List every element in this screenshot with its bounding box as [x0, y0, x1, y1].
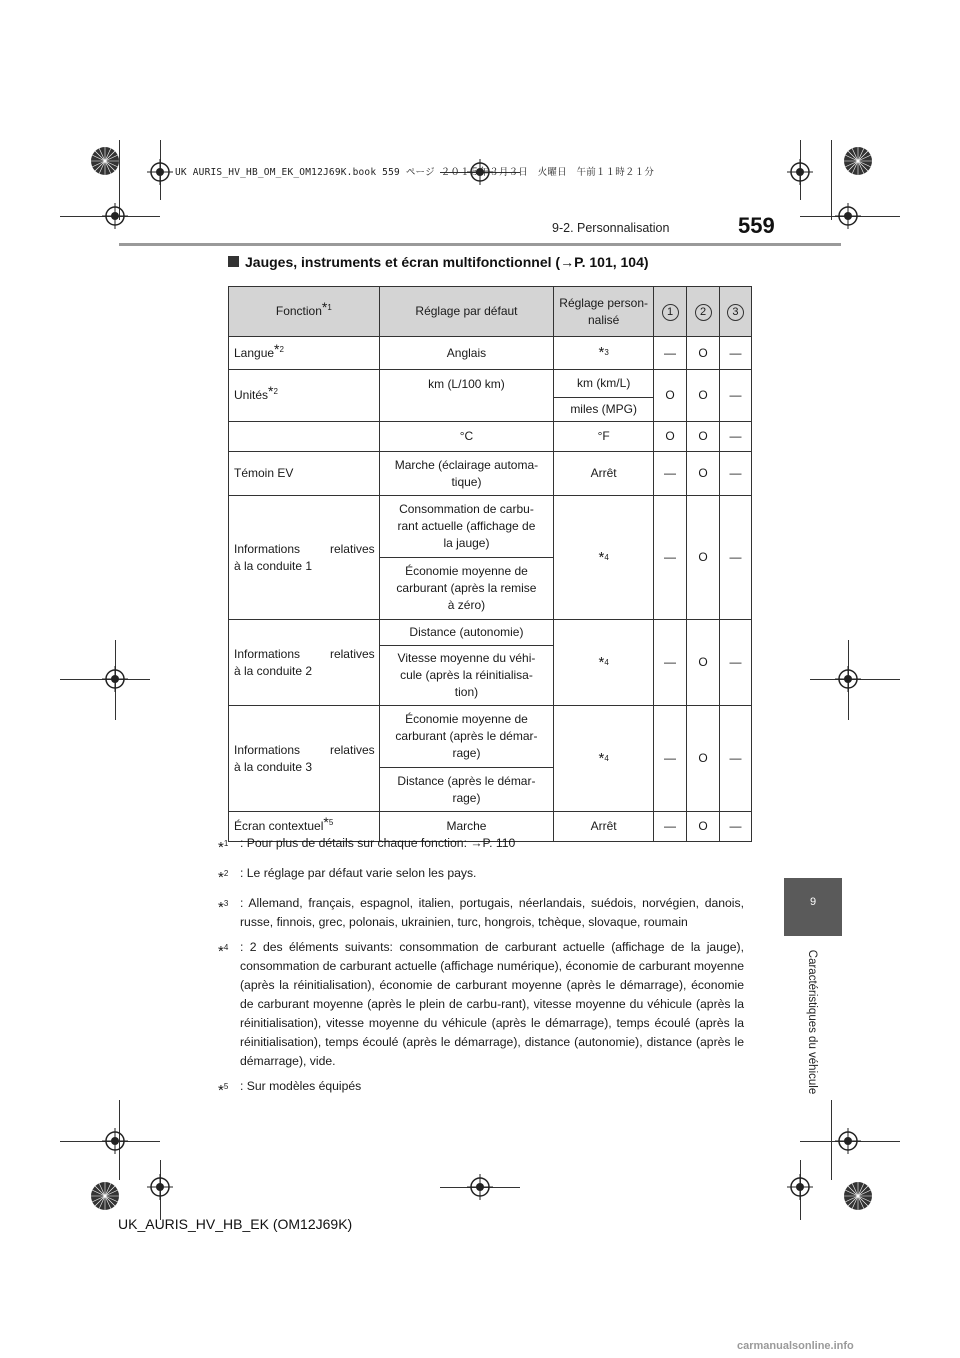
settings-table [228, 286, 752, 842]
custom-value: $*_4$ [554, 706, 654, 812]
col2-value: O [687, 496, 720, 620]
table-row [229, 337, 752, 370]
col2-value: O [687, 422, 720, 452]
default-value: km (L/100 km) [379, 370, 554, 422]
registration-mark-icon [147, 159, 173, 185]
section-heading [228, 254, 649, 270]
default-value: Économie moyenne de carburant (après le démar- rage) [379, 706, 554, 768]
row-label: Informations relatives à la conduite 2 [229, 620, 380, 706]
col1-value: — [654, 496, 687, 620]
row-label: Informations relatives à la conduite 1 [229, 496, 380, 620]
row-label: Témoin EV [229, 452, 380, 496]
circled-2-icon: 2 [695, 304, 712, 321]
footnote: *$^2$ : Le réglage par défaut varie selon les pays. [218, 866, 477, 886]
table-header-row [229, 287, 752, 337]
col3-value: — [719, 706, 751, 812]
registration-mark-icon [102, 203, 128, 229]
custom-value: $*_3$ [554, 337, 654, 370]
footnote: *$^4$ : 2 des éléments suivants: consommation de carburant actuelle (affichage de la jauge), consommation de carburant actuelle (affichage numérique), économie de carburant moyenne (après la réinitialisation), économie de carburant moyenne (après le démarrage), économie de carburant moyenne (après le plein de carbu-rant), vitesse moyenne du véhicule (après la réinitialisation), vitesse moyenne du véhicule (après le démarrage), temps écoulé (après la réinitialisation), temps écoulé (après le démarrage), distance (autonomie), distance (après le démarrage), vide. [218, 940, 744, 1068]
section-label: 9-2. Personnalisation [552, 221, 670, 235]
col3-value: — [719, 620, 751, 706]
col2-value: O [687, 337, 720, 370]
row-label [229, 422, 380, 452]
chapter-title: Caractéristiques du véhicule [806, 949, 818, 1095]
row-label: Unités$^{*2}$ [229, 370, 380, 422]
row-label: Informations relatives à la conduite 3 [229, 706, 380, 812]
registration-mark-icon [467, 1174, 493, 1200]
header-rule [119, 243, 841, 246]
chapter-tab [784, 878, 842, 936]
col3-value: — [719, 337, 751, 370]
col1-value: — [654, 620, 687, 706]
col3-value: — [719, 452, 751, 496]
default-value: Économie moyenne de carburant (après la remise à zéro) [379, 558, 554, 620]
table-row [229, 452, 752, 496]
registration-mark-icon [835, 666, 861, 692]
col2-value: O [687, 620, 720, 706]
table-row [229, 620, 752, 646]
col2-value: O [687, 812, 720, 842]
custom-value: $*_4$ [554, 620, 654, 706]
col1-value: O [654, 370, 687, 422]
footnotes [218, 834, 744, 1107]
col1-value: — [654, 706, 687, 812]
color-bar-starburst-icon [90, 146, 120, 176]
col2-value: O [687, 706, 720, 812]
chapter-number: 9 [809, 896, 817, 908]
footnote: *$^3$ : Allemand, français, espagnol, italien, portugais, néerlandais, suédois, norvégien, danois, russe, finnois, grec, polonais, ukrainien, turc, hongrois, tchèque, slovaque, roumain [218, 896, 744, 929]
watermark: carmanualsonline.info [737, 1340, 854, 1352]
registration-mark-icon [835, 1128, 861, 1154]
table-row [229, 422, 752, 452]
col3-value: — [719, 422, 751, 452]
circled-1-icon: 1 [662, 304, 679, 321]
square-bullet-icon [228, 256, 239, 267]
default-value: Vitesse moyenne du véhi- cule (après la réinitialisa- tion) [379, 646, 554, 706]
col3-value: — [719, 496, 751, 620]
color-bar-starburst-icon [843, 146, 873, 176]
registration-mark-icon [787, 159, 813, 185]
default-value: °C [379, 422, 554, 452]
custom-value: km (km/L) [554, 370, 654, 398]
registration-mark-icon [147, 1174, 173, 1200]
page-number: 559 [738, 213, 775, 238]
col1-value: — [654, 452, 687, 496]
custom-value: Arrêt [554, 812, 654, 842]
row-label: Langue$^{*2}$ [229, 337, 380, 370]
col3-value: — [719, 812, 751, 842]
footnote: *$^5$ : Sur modèles équipés [218, 1079, 362, 1099]
header-col-1 [654, 287, 687, 337]
header-col-2 [687, 287, 720, 337]
registration-mark-icon [102, 1128, 128, 1154]
default-value: Anglais [379, 337, 554, 370]
file-stamp: UK AURIS_HV_HB_OM_EK_OM12J69K.book 559 ページ ２０１５年３月３日 火曜日 午前１１時２１分 [175, 167, 655, 178]
table-row [229, 370, 752, 398]
col3-value: — [719, 370, 751, 422]
circled-3-icon: 3 [727, 304, 744, 321]
registration-mark-icon [102, 666, 128, 692]
heading-page-ref: →P. 101, 104) [560, 254, 649, 270]
col2-value: O [687, 452, 720, 496]
col1-value: — [654, 337, 687, 370]
custom-value: Arrêt [554, 452, 654, 496]
default-value: Consommation de carbu- rant actuelle (affichage de la jauge) [379, 496, 554, 558]
col1-value: O [654, 422, 687, 452]
color-bar-starburst-icon [90, 1181, 120, 1211]
row-label: Écran contextuel$^{*5}$ [229, 812, 380, 842]
footnote: *$^1$ : Pour plus de détails sur chaque fonction: →P. 110 [218, 836, 516, 856]
header-fonction: Fonction$^{*1}$ [229, 287, 380, 337]
default-value: Distance (autonomie) [379, 620, 554, 646]
footer-document-code: UK_AURIS_HV_HB_EK (OM12J69K) [118, 1216, 353, 1232]
default-value: Marche [379, 812, 554, 842]
default-value: Marche (éclairage automa- tique) [379, 452, 554, 496]
custom-value: °F [554, 422, 654, 452]
default-value: Distance (après le démar- rage) [379, 768, 554, 812]
color-bar-starburst-icon [843, 1181, 873, 1211]
registration-mark-icon [787, 1174, 813, 1200]
custom-value: $*_4$ [554, 496, 654, 620]
col2-value: O [687, 370, 720, 422]
header-col-3 [719, 287, 751, 337]
header-personnalise: Réglage person- nalisé [554, 287, 654, 337]
registration-mark-icon [835, 203, 861, 229]
table-row [229, 706, 752, 768]
col1-value: — [654, 812, 687, 842]
table-row [229, 496, 752, 558]
custom-value: miles (MPG) [554, 398, 654, 422]
header-defaut: Réglage par défaut [379, 287, 554, 337]
heading-text: Jauges, instruments et écran multifonctionnel ( [245, 254, 561, 270]
